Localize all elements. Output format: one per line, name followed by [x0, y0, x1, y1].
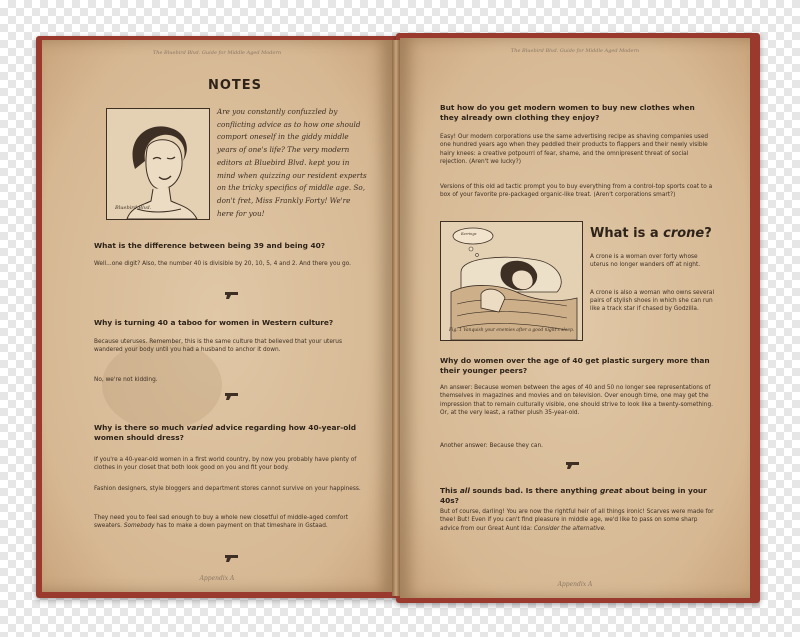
question-heading: What is the difference between being 39 and being 40? — [94, 241, 326, 250]
answer-text: If you're a 40-year-old women in a first world country, by now you probably have plenty of clothes in your closet that both look good on you and fit your body. — [94, 457, 357, 472]
page-title: NOTES — [207, 78, 263, 93]
answer-text: Fashion designers, style bloggers and department stores cannot survive on your happiness. — [94, 486, 361, 492]
crone-definition: A crone is also a woman who owns several pairs of stylish shoes in which she can run like a track star if chased by Godzilla. — [590, 290, 715, 312]
answer-text — [94, 514, 362, 531]
answer-text: Well...one digit? Also, the number 40 is divisible by 20, 10, 5, 4 and 2. And there you go. — [94, 261, 352, 267]
illustration-signature: Bluebird Blvd. — [115, 205, 152, 211]
question-heading — [94, 423, 364, 443]
left-page — [42, 40, 392, 592]
question-text: Why is there so much — [94, 423, 187, 432]
winking-woman-illustration — [106, 108, 210, 220]
right-page — [400, 38, 750, 598]
sleeping-woman-illustration — [440, 221, 583, 341]
intro-paragraph: Are you constantly confuzzled by conflicting advice as to how one should comport oneself in the giddy middle years of one's life? The very modern editors at Bluebird Blvd. kept you in mind when quizzing our resident experts on the tricky specifics of middle age. So, don't fret, Miss Frankly Forty! We're here for you! — [217, 107, 367, 218]
crone-definition: A crone is a woman over forty whose uterus no longer wanders off at night. — [590, 254, 701, 268]
heading-emphasis: crone — [663, 226, 705, 241]
answer-text-part: But of course, darling! You are now the rightful heir of all things ironic! Scarves were made for thee! But! Even if you can't find pleasure in middle age, we'd like to pass on some sharp advice from our Great Aunt Ida: — [440, 509, 714, 532]
answer-text: Easy! Our modern corporations use the same advertising recipe as shaving companies used one hundred years ago when they peddled their products to flappers and their newly visible hairy knees: a creative potpourri of fear, shame, and the omnipresent threat of social rejection. (Aren't we lucky?) — [440, 134, 709, 166]
question-text: advice regarding how 40-year-old women should dress? — [94, 423, 357, 442]
pistol-icon — [224, 392, 240, 401]
question-text: about being in your 40s? — [440, 486, 707, 505]
sidebar-heading — [590, 226, 712, 241]
answer-text: Because uteruses. Remember, this is the same culture that believed that your uterus wandered your body until you had a husband to anchor it down. — [94, 339, 342, 354]
question-emphasis: great — [599, 486, 623, 495]
answer-text: An answer: Because women between the ages of 40 and 50 no longer see representations of themselves in magazines and movies and on television. Over enough time, one may get the impression that to remain culturally visible, one should strive to look like a twenty-something. Or, at the very least, a rather plush 35-year-old. — [440, 385, 713, 417]
question-heading: But how do you get modern women to buy new clothes when they already own clothing they enjoy? — [440, 103, 695, 122]
woman-portrait-image — [107, 109, 209, 219]
question-emphasis: varied — [186, 423, 213, 432]
heading-text: What is a — [590, 226, 664, 241]
page-footer: Appendix A — [199, 575, 235, 582]
question-heading: Why do women over the age of 40 get plastic surgery more than their younger peers? — [440, 356, 710, 375]
figure-caption: Fig. 1 Vanquish your enemies after a good night's sleep. — [449, 328, 575, 333]
answer-text-part: They need you to feel sad enough to buy a whole new closetful of middle-aged comfort sweaters. — [94, 515, 349, 530]
running-head: The Bluebird Blvd. Guide for Middle Aged Modern — [152, 50, 282, 56]
question-heading — [440, 486, 715, 506]
pistol-icon — [224, 554, 240, 563]
answer-text: Versions of this old ad tactic prompt you to buy everything from a control-top sports coat to a box of your favorite pre-packaged organic-like treat. (Aren't corporations smart?) — [440, 184, 713, 199]
heading-text: ? — [704, 226, 712, 241]
question-text: sounds bad. Is there anything — [469, 486, 600, 495]
answer-text: Another answer: Because they can. — [440, 443, 543, 449]
question-emphasis: all — [459, 486, 470, 495]
question-text: This — [440, 486, 460, 495]
sleeping-woman-image — [441, 222, 582, 340]
answer-text — [440, 508, 715, 533]
book-spine — [392, 40, 400, 596]
pistol-icon — [565, 461, 581, 470]
answer-emphasis: Somebody — [123, 523, 155, 530]
pistol-icon — [224, 291, 240, 300]
answer-text-part: has to make a down payment on that timeshare in Gstaad. — [154, 523, 328, 530]
question-heading: Why is turning 40 a taboo for women in Western culture? — [94, 318, 334, 327]
answer-emphasis: Consider the alternative. — [533, 525, 606, 532]
running-head: The Bluebird Blvd. Guide for Middle Aged Modern — [510, 48, 640, 54]
thought-bubble-label: Earrings — [461, 232, 477, 236]
answer-text: No, we're not kidding. — [94, 377, 158, 383]
page-footer: Appendix A — [557, 581, 593, 588]
